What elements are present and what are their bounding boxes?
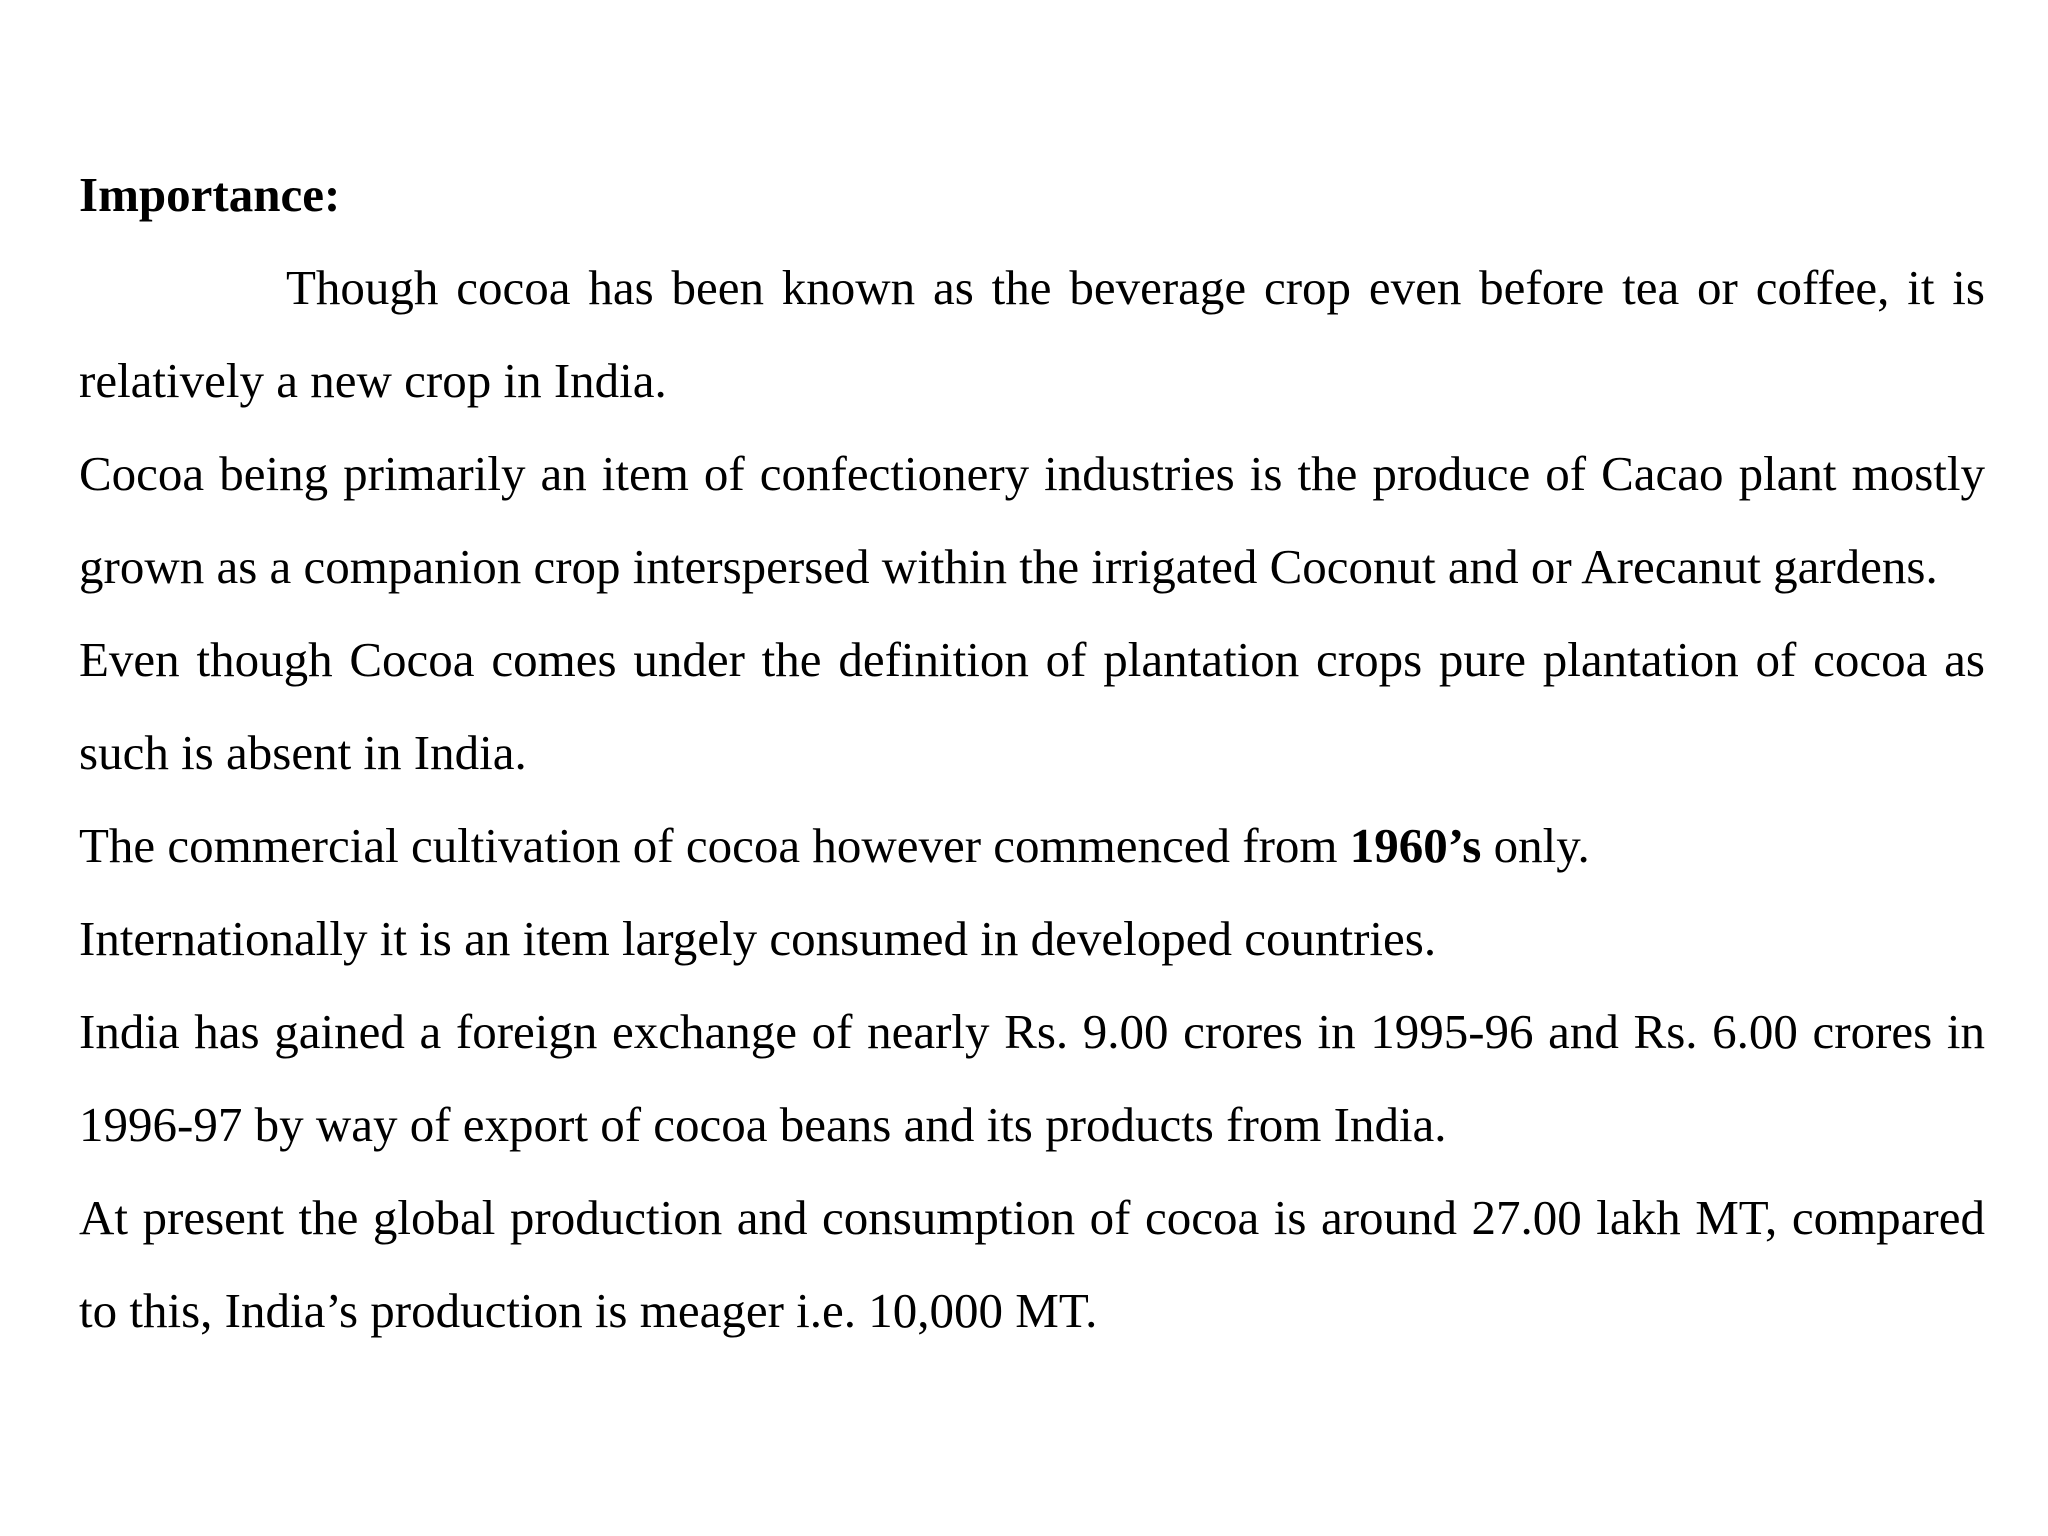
paragraph-plantation: Even though Cocoa comes under the definition of plantation crops pure plantation of cocoa as such is absent in India. — [79, 632, 1985, 780]
paragraph-international: Internationally it is an item largely consumed in developed countries. — [79, 911, 1437, 966]
paragraph-global-production: At present the global production and consumption of cocoa is around 27.00 lakh MT, compared to this, India’s production is meager i.e. 10,000 MT. — [79, 1190, 1985, 1338]
commercial-text-before: The commercial cultivation of cocoa however commenced from — [79, 818, 1350, 873]
commercial-year-bold: 1960’s — [1349, 818, 1482, 873]
document-body — [79, 148, 1985, 1357]
commercial-text-after: only. — [1481, 818, 1590, 873]
paragraph-foreign-exchange: India has gained a foreign exchange of nearly Rs. 9.00 crores in 1995-96 and Rs. 6.00 crores in 1996-97 by way of export of cocoa beans and its products from India. — [79, 1004, 1985, 1152]
paragraph-commercial — [79, 799, 1985, 892]
section-heading: Importance: — [79, 167, 341, 222]
paragraph-intro: Though cocoa has been known as the beverage crop even before tea or coffee, it is relatively a new crop in India. — [79, 260, 1985, 408]
paragraph-confectionery: Cocoa being primarily an item of confectionery industries is the produce of Cacao plant mostly grown as a companion crop interspersed within the irrigated Coconut and or Arecanut gardens. — [79, 446, 1985, 594]
